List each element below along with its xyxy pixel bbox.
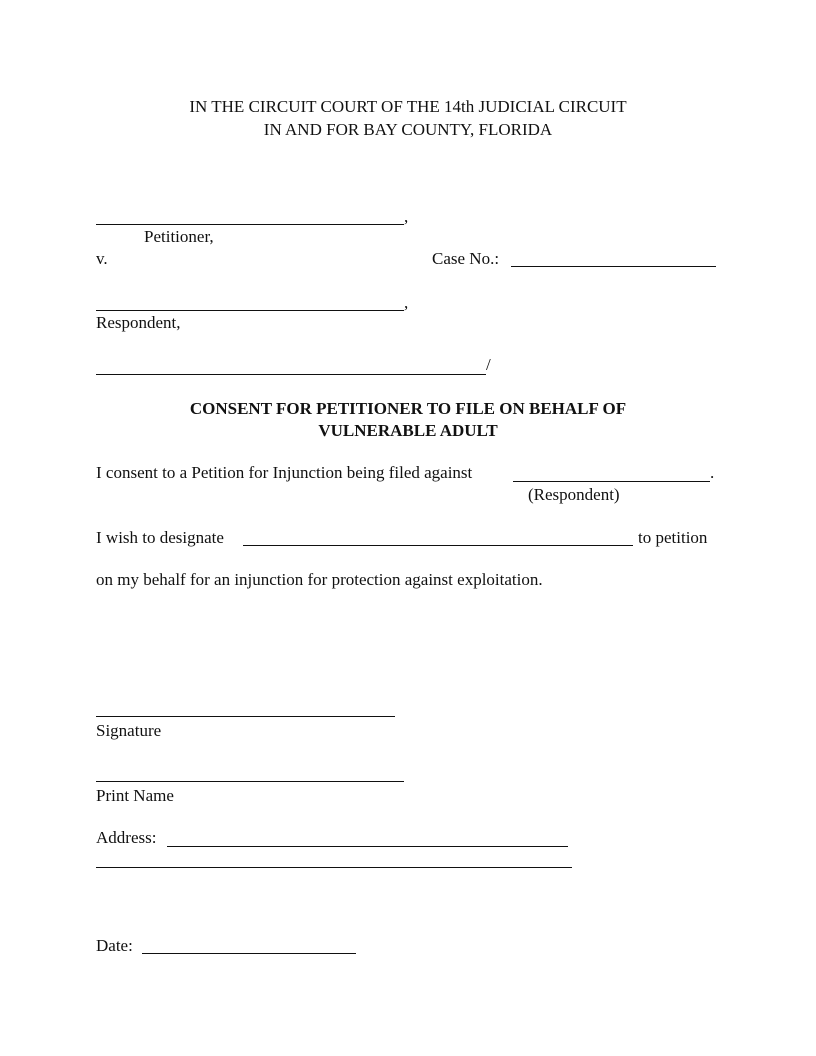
respondent-name-line[interactable]: [96, 310, 404, 311]
date-line[interactable]: [142, 953, 356, 954]
caption-closing-line: [96, 374, 486, 375]
petitioner-label: Petitioner,: [144, 227, 214, 246]
respondent-consent-line[interactable]: [513, 481, 710, 482]
petitioner-name-line[interactable]: [96, 224, 404, 225]
date-label: Date:: [96, 936, 133, 955]
respondent-hint: (Respondent): [528, 485, 620, 504]
designee-line[interactable]: [243, 545, 633, 546]
consent-text: I consent to a Petition for Injunction being filed against: [96, 463, 473, 482]
court-header-line-2: IN AND FOR BAY COUNTY, FLORIDA: [263, 120, 553, 139]
versus-label: v.: [96, 249, 108, 268]
designate-text: I wish to designate: [96, 528, 224, 547]
print-name-line[interactable]: [96, 781, 404, 782]
signature-label: Signature: [96, 721, 162, 740]
address-label: Address:: [96, 828, 157, 847]
case-no-label: Case No.:: [432, 249, 500, 268]
petitioner-comma: ,: [404, 207, 409, 226]
respondent-label: Respondent,: [96, 313, 181, 332]
case-no-line[interactable]: [511, 266, 716, 267]
court-header-line-1: IN THE CIRCUIT COURT OF THE 14th JUDICIAL CIRCUIT: [189, 97, 627, 116]
caption-closing-slash: /: [486, 355, 491, 374]
print-name-label: Print Name: [96, 786, 174, 805]
behalf-text: on my behalf for an injunction for protection against exploitation.: [96, 570, 543, 589]
respondent-comma: ,: [404, 293, 409, 312]
address-line-1[interactable]: [167, 846, 568, 847]
signature-line[interactable]: [96, 716, 395, 717]
to-petition-text: to petition: [638, 528, 708, 547]
consent-period: .: [710, 463, 715, 482]
form-title-line-2: VULNERABLE ADULT: [318, 421, 498, 440]
form-title-line-1: CONSENT FOR PETITIONER TO FILE ON BEHALF OF: [189, 399, 627, 418]
address-line-2[interactable]: [96, 867, 572, 868]
